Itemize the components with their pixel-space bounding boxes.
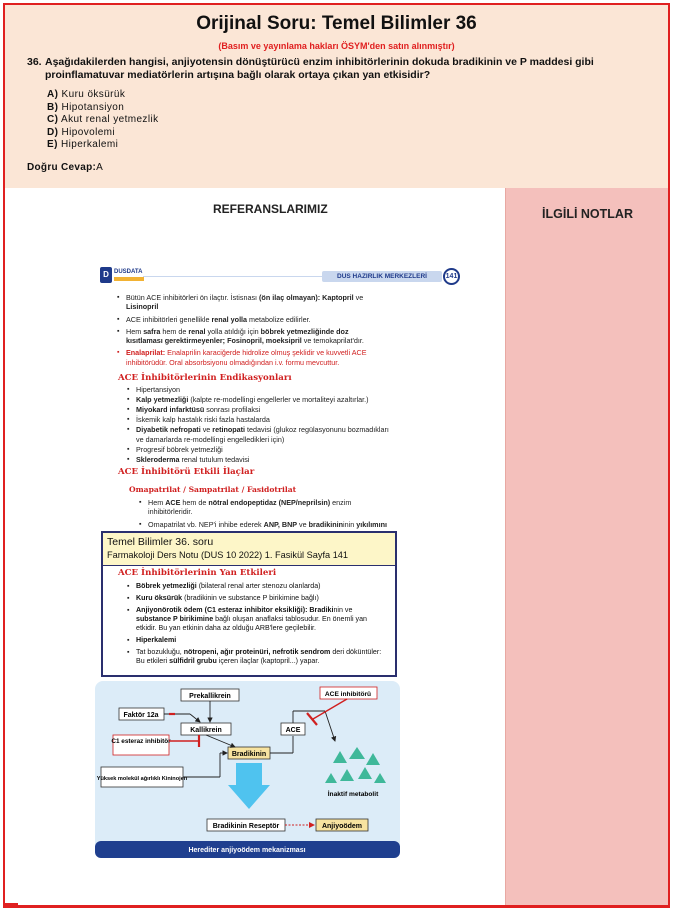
list-item: ▪ Böbrek yetmezliği (bilateral renal arter stenozu olanlarda) bbox=[127, 582, 389, 591]
triangle-icon bbox=[366, 753, 380, 765]
ace-inhibitor-label: ACE inhibitörü bbox=[324, 691, 372, 698]
question-text: Aşağıdakilerden hangisi, anjiyotensin dönüştürücü enzim inhibitörlerinin dokuda bradikinin ve P maddesi gibi proinflamatuvar mediatörlerin artışına bağlı olarak ortaya çıkan yan etkisidir? bbox=[45, 56, 594, 81]
answer-options bbox=[47, 89, 158, 152]
side-effects-list bbox=[127, 582, 389, 669]
list-item: ▪ Hem safra hem de renal yolla atıldığı için böbrek yetmezliğinde doz kısıtlaması gerektirmeyenler; Fosinopril, moeksipril ve temokaprilat'dır. bbox=[117, 327, 387, 346]
related-subheading: Omapatrilat / Sampatrilat / Fasidotrilat bbox=[129, 485, 297, 494]
mechanism-diagram bbox=[95, 681, 400, 858]
book-page bbox=[97, 265, 465, 535]
triangle-icon bbox=[340, 769, 354, 781]
list-item: ▪ İskemik kalp hastalık riski fazla hastalarda bbox=[127, 415, 389, 424]
option-a: A) Kuru öksürük bbox=[47, 89, 126, 100]
option-c: C) Akut renal yetmezlik bbox=[47, 114, 159, 125]
header-bar: DUS HAZIRLIK MERKEZLERİ bbox=[322, 271, 442, 282]
list-item: ▪ Kalp yetmezliği (kalpte re-modellingi engellerler ve mortaliteyi azaltırlar.) bbox=[127, 395, 389, 404]
page-number: 141 bbox=[443, 268, 460, 285]
reference-highlight-box bbox=[101, 531, 397, 677]
question-box bbox=[5, 5, 668, 188]
indications-heading: ACE İnhibitörlerinin Endikasyonları bbox=[118, 373, 292, 383]
reference-citation: Temel Bilimler 36. soru Farmakoloji Ders Notu (DUS 10 2022) 1. Fasikül Sayfa 141 bbox=[103, 533, 395, 566]
faktor-label: Faktör 12a bbox=[123, 712, 159, 719]
kallikrein-label: Kallikrein bbox=[190, 727, 222, 734]
kininojen-label: Yüksek molekül ağırlıklı Kininojen bbox=[96, 776, 188, 782]
list-item: ▪ Hipertansiyon bbox=[127, 385, 389, 394]
page-title: Orijinal Soru: Temel Bilimler 36 bbox=[196, 13, 477, 34]
bradikinin-label: Bradikinin bbox=[231, 751, 267, 758]
related-heading: ACE İnhibitörü Etkili İlaçlar bbox=[118, 467, 255, 477]
list-item: ▪ ACE inhibitörleri genellikle renal yolla metabolize edilirler. bbox=[117, 315, 387, 324]
intro-list bbox=[117, 293, 387, 370]
notes-panel bbox=[505, 188, 668, 905]
triangle-icon bbox=[333, 751, 347, 763]
triangle-icon bbox=[325, 773, 337, 783]
question-number: 36. bbox=[27, 56, 42, 68]
side-effects-heading: ACE İnhibitörlerinin Yan Etkileri bbox=[118, 568, 277, 578]
list-item: ▪ Skleroderma renal tutulum tedavisi bbox=[127, 455, 389, 464]
option-e: E) Hiperkalemi bbox=[47, 139, 119, 150]
receptor-label: Bradikinin Reseptör bbox=[212, 823, 280, 830]
book-header bbox=[97, 265, 465, 285]
references-title: REFERANSLARIMIZ bbox=[213, 202, 328, 216]
ace-label: ACE bbox=[285, 727, 301, 734]
list-item: ▪ Miyokard infarktüsü sonrası profilaksi bbox=[127, 405, 389, 414]
correct-answer: Doğru Cevap:A bbox=[27, 162, 104, 173]
option-b: B) Hipotansiyon bbox=[47, 101, 125, 113]
notes-title: İLGİLİ NOTLAR bbox=[542, 207, 633, 221]
list-item: ▪ Hem ACE hem de nötral endopeptidaz (NEP/neprilsin) enzim inhibitörleridir. bbox=[139, 498, 389, 517]
triangle-icon bbox=[358, 767, 372, 779]
list-item: ▪ Enalaprilat: Enalaprilin karaciğerde hidrolize olmuş şeklidir ve kuvvetli ACE inhibitörüdür. Oral absorbsiyonu olmadığından i.v. formu mevcuttur. bbox=[117, 348, 387, 367]
list-item: ▪ Kuru öksürük (bradikinin ve substance P birikimine bağlı) bbox=[127, 594, 389, 603]
list-item: ▪ Bütün ACE inhibitörleri ön ilaçtır. İstisnası (ön ilaç olmayan): Kaptopril ve Lisinopril bbox=[117, 293, 387, 312]
diagram-caption: Herediter anjiyoödem mekanizması bbox=[188, 847, 306, 854]
prekallikrein-label: Prekallikrein bbox=[189, 693, 231, 700]
inaktif-label: İnaktif metabolit bbox=[327, 791, 379, 798]
related-list bbox=[139, 498, 389, 532]
list-item: ▪ Anjiyonörotik ödem (C1 esteraz inhibitor eksikliği): Bradikinin ve substance P birikimine bağlı oluşan anaflaksi tablosudur. En önemli yan etkidir. Bu yan etkinin daha az olduğu ARB'lere geçilebilir. bbox=[127, 606, 389, 633]
dusdata-logo: D DUSDATA bbox=[100, 267, 144, 283]
copyright-note: (Basım ve yayınlama hakları ÖSYM'den satın alınmıştır) bbox=[218, 41, 455, 51]
list-item: ▪ Hiperkalemi bbox=[127, 636, 389, 645]
triangle-icon bbox=[374, 773, 386, 783]
list-item: ▪ Tat bozukluğu, nötropeni, ağır proteinüri, nefrotik sendrom deri döküntüler: Bu etkileri sülfidril grubu içeren ilaçlar (kaptopril...) yapar. bbox=[127, 648, 389, 666]
list-item: ▪ Diyabetik nefropati ve retinopati tedavisi (glukoz regülasyonunu bozmadıkları ve damarlarda re-modellingi engelledikleri için) bbox=[127, 425, 389, 444]
triangle-icon bbox=[349, 747, 365, 759]
list-item: ▪ Progresif böbrek yetmezliği bbox=[127, 445, 389, 454]
diagram-svg bbox=[95, 681, 400, 858]
chevron-down-icon bbox=[228, 763, 270, 809]
indications-list bbox=[127, 385, 389, 465]
anjiyoodem-label: Anjiyoödem bbox=[321, 823, 363, 830]
option-d: D) Hipovolemi bbox=[47, 126, 116, 138]
c1-label: C1 esteraz inhibitör bbox=[111, 738, 171, 745]
list-item: ▪ Omapatrilat vb. NEP'i inhibe ederek ANP, BNP ve bradikinininin yıkılımını bbox=[139, 520, 389, 529]
